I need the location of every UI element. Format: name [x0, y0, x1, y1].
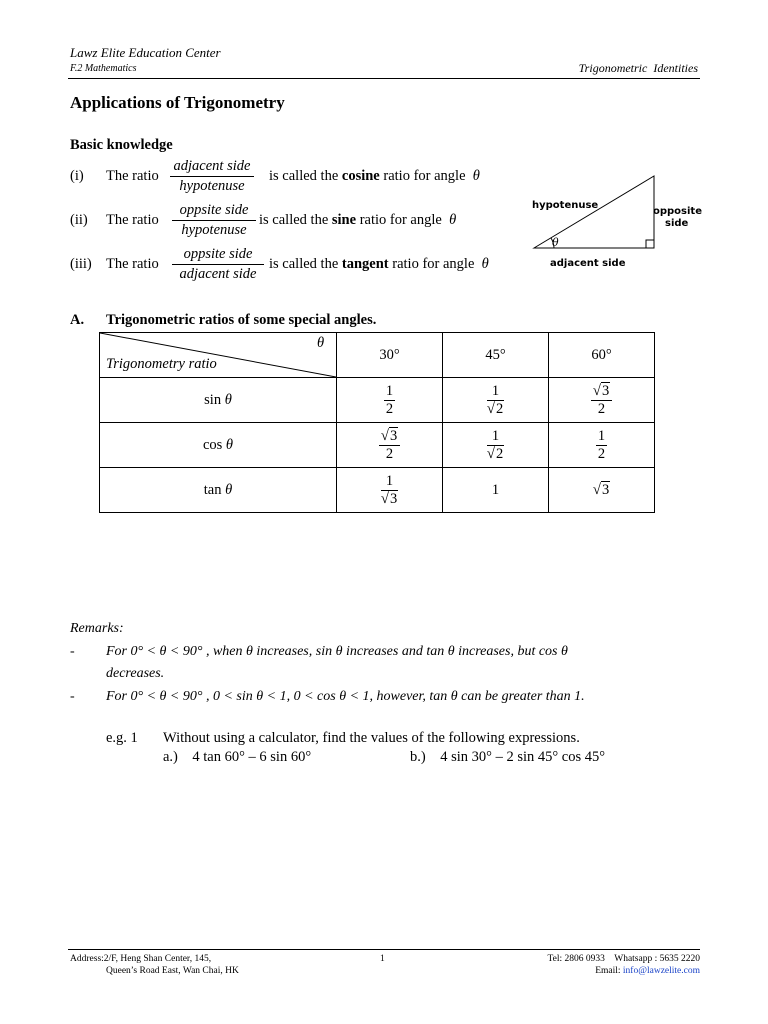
- ratio-keyword: sine: [331, 212, 357, 228]
- item-lead: The ratio: [106, 256, 159, 272]
- school-name: Lawz Elite Education Center: [70, 45, 221, 60]
- footer-whatsapp: Whatsapp : 5635 2220: [614, 954, 700, 964]
- sqrt-argument: 2: [495, 445, 504, 462]
- class-label: F.2 Mathematics: [70, 63, 137, 74]
- item-number: (ii): [70, 212, 88, 228]
- angle-header: 60°: [549, 333, 655, 378]
- example-part-a: [163, 749, 311, 766]
- angle-theta: θ: [552, 236, 559, 249]
- value-denominator: 2: [597, 400, 606, 417]
- value-denominator: 2: [385, 445, 394, 462]
- value-numerator: 1: [487, 428, 504, 446]
- sqrt-argument: 3: [601, 481, 610, 498]
- sqrt-expression: √3: [380, 490, 398, 507]
- theta-symbol: θ: [449, 212, 457, 228]
- section-a-label: A.: [70, 312, 85, 328]
- remark-bullet: -: [70, 644, 75, 659]
- desc-post: ratio for angle: [359, 212, 442, 228]
- theta-symbol: θ: [225, 481, 233, 498]
- value-numerator: [591, 383, 612, 401]
- theta-symbol: θ: [472, 168, 480, 184]
- value-numerator: 1: [381, 473, 398, 491]
- sqrt-expression: √3: [592, 481, 610, 498]
- value-denominator: 2: [385, 400, 394, 417]
- page-title: Applications of Trigonometry: [70, 93, 285, 112]
- item-description: [269, 168, 480, 185]
- item-number: (iii): [70, 256, 92, 272]
- desc-post: ratio for angle: [392, 256, 475, 272]
- value-denominator: [381, 491, 398, 508]
- value-fraction: [487, 383, 504, 418]
- part-b-expression: 4 sin 30° – 2 sin 45° cos 45°: [440, 749, 606, 765]
- value-numerator: [379, 428, 400, 446]
- special-angles-table: [99, 332, 655, 513]
- sqrt-expression: √3: [592, 382, 610, 399]
- ratio-keyword: cosine: [341, 168, 380, 184]
- example-text: Without using a calculator, find the values of the following expressions.: [163, 730, 580, 746]
- value-cell: [443, 423, 549, 468]
- fraction-numerator: oppsite side: [172, 246, 264, 265]
- corner-label: Trigonometry ratio: [106, 356, 217, 372]
- remarks-heading: Remarks:: [70, 621, 124, 636]
- desc-pre: is called the: [269, 168, 339, 184]
- function-name: cos: [202, 436, 223, 453]
- right-triangle-diagram: [520, 170, 710, 274]
- footer-address-line1: Address:2/F, Heng Shan Center, 145,: [70, 954, 212, 964]
- desc-pre: is called the: [269, 256, 339, 272]
- footer-tel: Tel: 2806 0933: [547, 954, 605, 964]
- right-angle-marker: [646, 240, 654, 248]
- value-cell: [443, 468, 549, 513]
- function-name: sin: [204, 391, 222, 408]
- ratio-fraction: [170, 158, 254, 195]
- email-link[interactable]: info@lawzelite.com: [622, 966, 700, 976]
- value-cell: [549, 423, 655, 468]
- sqrt-expression: √2: [486, 400, 504, 417]
- value-fraction: [487, 428, 504, 463]
- item-description: [259, 212, 456, 229]
- sqrt-argument: 3: [389, 490, 398, 507]
- desc-pre: is called the: [259, 212, 329, 228]
- value-numerator: 1: [597, 427, 606, 444]
- value-denominator: [487, 446, 504, 463]
- angle-header: 45°: [443, 333, 549, 378]
- table-row: [100, 423, 655, 468]
- value-cell: [549, 378, 655, 423]
- value-denominator: 2: [597, 445, 606, 462]
- fraction-denominator: adjacent side: [179, 266, 257, 282]
- remark-2: For 0° < θ < 90° , 0 < sin θ < 1, 0 < cos θ < 1, however, tan θ can be greater than 1.: [106, 689, 585, 704]
- table-row: [100, 378, 655, 423]
- remark-1: For 0° < θ < 90° , when θ increases, sin θ increases and tan θ increases, but cos θ: [106, 644, 568, 659]
- fraction-numerator: adjacent side: [170, 158, 254, 177]
- theta-symbol: θ: [481, 256, 489, 272]
- value-denominator: [487, 401, 504, 418]
- fraction-denominator: hypotenuse: [181, 222, 247, 238]
- part-a-label: a.): [163, 749, 178, 765]
- sqrt-argument: 3: [389, 427, 398, 444]
- value-fraction: [381, 473, 398, 508]
- value-cell: [443, 378, 549, 423]
- sqrt-expression: √3: [380, 427, 398, 444]
- value-cell: [337, 468, 443, 513]
- function-cell: [100, 423, 337, 468]
- part-a-expression: 4 tan 60° – 6 sin 60°: [192, 749, 312, 765]
- sqrt-argument: 2: [495, 400, 504, 417]
- ratio-keyword: tangent: [341, 256, 389, 272]
- section-a-title: Trigonometric ratios of some special angles.: [106, 312, 377, 328]
- hypotenuse-label: hypotenuse: [532, 200, 599, 211]
- remark-1-continued: decreases.: [106, 666, 165, 681]
- theta-symbol: θ: [224, 391, 232, 408]
- footer-email-label: Email:: [595, 966, 621, 976]
- value-cell: [337, 423, 443, 468]
- opposite-label-side: side: [665, 218, 689, 229]
- ratio-fraction: [172, 246, 264, 283]
- sqrt-expression: √2: [486, 445, 504, 462]
- function-name: tan: [203, 481, 222, 498]
- value-cell: [337, 378, 443, 423]
- value-fraction: [596, 428, 607, 463]
- basic-knowledge-heading: Basic knowledge: [70, 137, 173, 153]
- adjacent-label: adjacent side: [550, 258, 626, 269]
- page-number: 1: [380, 954, 385, 964]
- function-cell: [100, 378, 337, 423]
- fraction-numerator: oppsite side: [172, 202, 256, 221]
- value-text: 1: [491, 481, 500, 498]
- table-header-row: [100, 333, 655, 378]
- fraction-denominator: hypotenuse: [179, 178, 245, 194]
- value-cell: [549, 468, 655, 513]
- value-numerator: 1: [385, 382, 394, 399]
- value-fraction: [591, 383, 612, 418]
- example-label: e.g. 1: [106, 730, 138, 746]
- theta-symbol: θ: [225, 436, 234, 453]
- corner-theta: θ: [317, 335, 325, 351]
- ratio-fraction: [172, 202, 256, 239]
- topic-label: Trigonometric Identities: [578, 61, 698, 75]
- footer-divider: [68, 949, 700, 950]
- opposite-label: opposite: [653, 206, 702, 217]
- item-description: [269, 256, 489, 273]
- value-fraction: [379, 428, 400, 463]
- function-cell: [100, 468, 337, 513]
- value-numerator: 1: [487, 383, 504, 401]
- footer-contact: [500, 954, 700, 964]
- item-lead: The ratio: [106, 212, 159, 228]
- example-part-b: [410, 749, 605, 766]
- header-divider: [68, 78, 700, 79]
- angle-header: 30°: [337, 333, 443, 378]
- footer-email: [500, 966, 700, 976]
- part-b-label: b.): [410, 749, 426, 765]
- remark-bullet: -: [70, 689, 75, 704]
- footer-address-line2: Queen’s Road East, Wan Chai, HK: [106, 966, 239, 976]
- sqrt-argument: 3: [601, 382, 610, 399]
- desc-post: ratio for angle: [383, 168, 466, 184]
- item-lead: The ratio: [106, 168, 159, 184]
- value-fraction: [384, 383, 395, 418]
- item-number: (i): [70, 168, 84, 184]
- table-row: [100, 468, 655, 513]
- table-corner-cell: [100, 333, 337, 378]
